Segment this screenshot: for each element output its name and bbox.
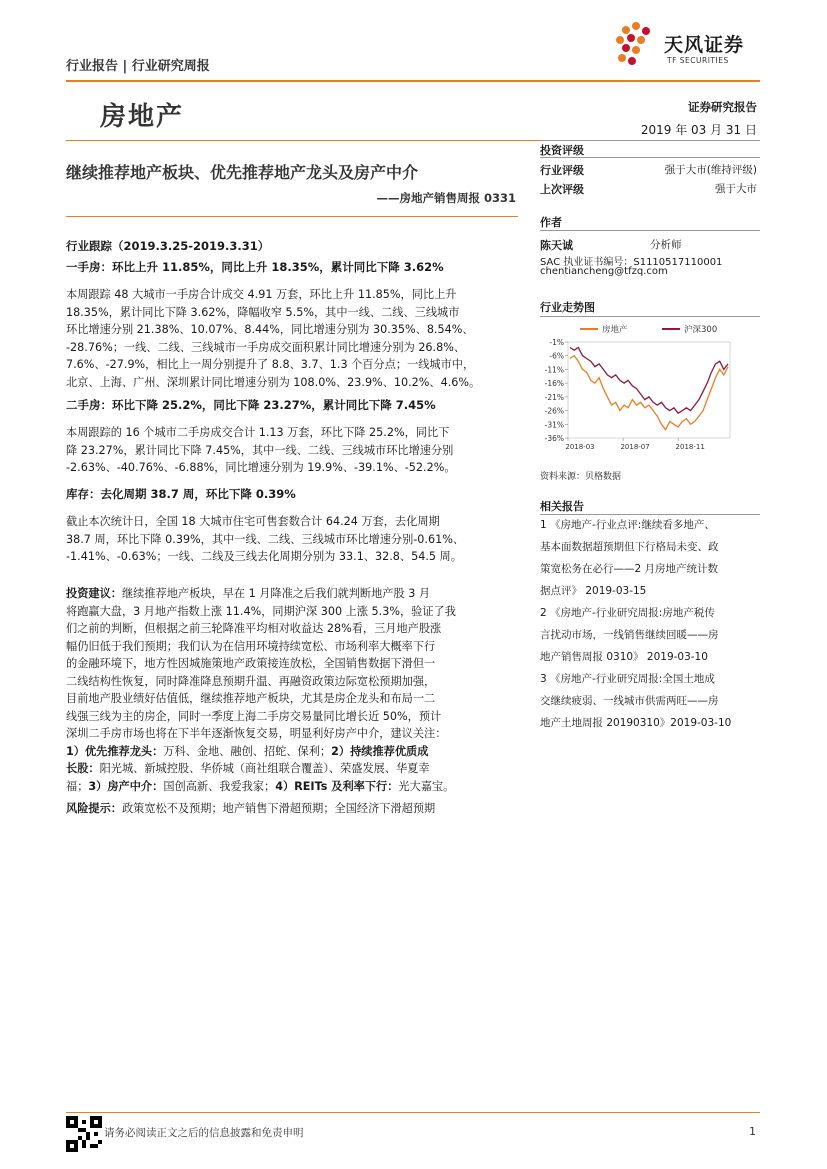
inventory-heading: 库存：去化周期 38.7 周，环比下降 0.39% bbox=[66, 487, 296, 501]
author-heading: 作者 bbox=[540, 216, 562, 229]
y-tick-label: -1% bbox=[549, 338, 564, 347]
new-home-heading: 一手房：环比上升 11.85%，同比上升 18.35%，累计同比下降 3.62% bbox=[66, 260, 444, 274]
prev-rating-label: 上次评级 bbox=[540, 183, 584, 196]
author-role: 分析师 bbox=[650, 239, 682, 251]
x-tick-label: 2018-07 bbox=[620, 443, 650, 451]
related-report-3[interactable]: 3 《房地产-行业研究周报:全国土地成 交继续疲弱、一线城市供需两旺——房 地产土地周报 20190310》2019-03-10 bbox=[540, 673, 732, 729]
rating-heading: 投资评级 bbox=[540, 144, 584, 157]
sidebar-divider bbox=[540, 157, 760, 158]
disclaimer-text: 请务必阅读正文之后的信息披露和免责申明 bbox=[104, 1127, 304, 1139]
sidebar-divider bbox=[540, 316, 760, 317]
sidebar-divider bbox=[540, 140, 760, 141]
resale-paragraph: 本周跟踪的 16 个城市二手房成交合计 1.13 万套，环比下降 25.2%，同比下 降 23.27%，累计同比下降 7.45%，其中一线、二线、三线城市环比增速分别 -2.63%、-40.76%、-6.88%，同比增速分别为 19.9%、-39.1%、-52.2%。 bbox=[66, 426, 456, 474]
x-tick-label: 2018-03 bbox=[565, 443, 595, 451]
chart-source: 资料来源：贝格数据 bbox=[540, 472, 622, 482]
report-category: 行业报告 | 行业研究周报 bbox=[66, 59, 210, 74]
related-report-2[interactable]: 2 《房地产-行业研究周报:房地产税传 言扰动市场，一线销售继续回暖——房 地产销售周报 0310》 2019-03-10 bbox=[540, 607, 719, 663]
inventory-paragraph: 截止本次统计日，全国 18 大城市住宅可售套数合计 64.24 万套，去化周期 38.7 周，环比下降 0.39%，其中一线、二线、三线城市环比增速分别-0.61%、 -1.41%、-0.63%；一线、二线及三线去化周期分别为 33.1、32.8、54.5 周。 bbox=[66, 515, 465, 563]
qr-code-icon bbox=[66, 1116, 102, 1152]
y-tick-label: -6% bbox=[549, 351, 564, 361]
new-home-paragraph: 本周跟踪 48 大城市一手房合计成交 4.91 万套，环比上升 11.85%，同比上升 18.35%，累计同比下降 3.62%，降幅收窄 5.5%，其中一线、二线、三线城市 环比增速分别 21.38%、10.07%、8.44%，同比增速分别为 30.35%、8.54%、 -28.76%；一线、二线、三线城市一手房成交面积累计同比增速分别为 26.8%、 7.6%、-27.9%，相比上一周分别提升了 8.8、3.7、1.3 个百分点；一线城市中， 北京、上海、广州、深圳累计同比增速分别为 108.0%、23.9%、10.2%、4.6%。 bbox=[66, 288, 481, 389]
legend-label: 房地产 bbox=[602, 325, 628, 335]
series-line bbox=[570, 348, 728, 414]
page-number: 1 bbox=[749, 1125, 756, 1138]
related-heading: 相关报告 bbox=[540, 500, 584, 513]
header-divider bbox=[66, 80, 760, 82]
x-tick-label: 2018-11 bbox=[675, 443, 705, 451]
sidebar-divider bbox=[540, 230, 760, 231]
author-email[interactable]: chentiancheng@tfzq.com bbox=[540, 266, 668, 277]
tracking-heading: 行业跟踪（2019.3.25-2019.3.31） bbox=[66, 239, 270, 253]
y-tick-label: -21% bbox=[544, 392, 564, 402]
y-tick-label: -36% bbox=[544, 434, 564, 443]
report-title: 继续推荐地产板块、优先推荐地产龙头及房产中介 bbox=[66, 163, 419, 182]
author-cert: SAC 执业证书编号：S1110517110001 bbox=[540, 257, 723, 268]
title-underline bbox=[66, 216, 518, 217]
report-subtitle: ——房地产销售周报 0331 bbox=[376, 191, 516, 205]
legend-label: 沪深300 bbox=[684, 325, 718, 335]
brand-name-en: TF SECURITIES bbox=[667, 56, 729, 65]
author-name: 陈天诚 bbox=[540, 239, 573, 252]
y-tick-label: -11% bbox=[544, 365, 564, 375]
tf-logo-icon bbox=[612, 20, 660, 68]
footer-divider bbox=[66, 1112, 760, 1113]
plot-frame bbox=[568, 342, 730, 438]
trend-heading: 行业走势图 bbox=[540, 301, 595, 314]
y-tick-label: -31% bbox=[544, 420, 564, 430]
report-type: 证券研究报告 bbox=[688, 100, 757, 114]
series-line bbox=[570, 356, 728, 430]
risk-warning: 风险提示：政策宽松不及预期；地产销售下滑超预期；全国经济下滑超预期 bbox=[66, 802, 436, 815]
industry-rating-label: 行业评级 bbox=[540, 164, 584, 177]
y-tick-label: -16% bbox=[544, 379, 564, 389]
investment-advice: 投资建议：继续推荐地产板块，早在 1 月降准之后我们就判断地产股 3 月 将跑赢大盘，3 月地产指数上涨 11.4%，同期沪深 300 上涨 5.3%，验证了我 们之前的判断，但根据之前三轮降准平均相对收益达 28%看，三月地产股涨 幅仍旧低于我们预期；我们认为在信用环境持续宽松、市场利率大概率下行 的金融环境下，地方性因城施策地产政策接连放松，全国销售数据下滑但一 二线结构性恢复，同时降准降息预期升温、再融资政策边际宽松预期加强， 目前地产股业绩好估值低，继续推荐地产板块，尤其是房企龙头和布局一二 线强三线为主的房企，同时一季度上海二手房交易量同比增长近 50%，预计 深圳二手房市场也将在下半年逐渐恢复交易，明显利好房产中介，建议关注： 1）优先推荐龙头：万科、金地、融创、招蛇、保利；2）持续推荐优质成 长股：阳光城、新城控股、华侨城（商社组联合覆盖）、荣盛发展、华夏幸 福；3）房产中介：国创高新、我爱我家；4）REITs 及利率下行：光大嘉宝。 bbox=[66, 587, 456, 793]
report-date: 2019 年 03 月 31 日 bbox=[640, 123, 757, 137]
industry-rating-value: 强于大市(维持评级) bbox=[664, 164, 757, 176]
resale-heading: 二手房：环比下降 25.2%，同比下降 23.27%，累计同比下降 7.45% bbox=[66, 398, 436, 412]
sector-title: 房地产 bbox=[100, 102, 185, 132]
related-report-1[interactable]: 1 《房地产-行业点评:继续看多地产、 基本面数据超预期但下行格局未变、政 策宽松务在必行——2 月房地产统计数 据点评》 2019-03-15 bbox=[540, 519, 719, 597]
y-tick-label: -26% bbox=[544, 406, 564, 416]
prev-rating-value: 强于大市 bbox=[715, 183, 757, 195]
trend-chart bbox=[540, 318, 760, 458]
brand-name: 天风证券 bbox=[664, 34, 745, 56]
